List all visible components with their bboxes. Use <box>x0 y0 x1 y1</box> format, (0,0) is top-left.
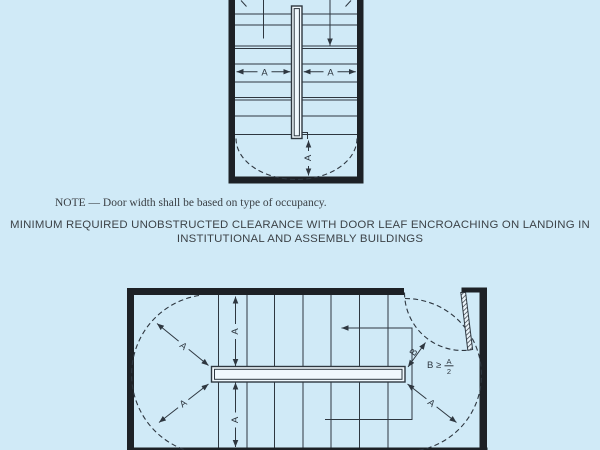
dim-label-a: A <box>177 397 190 411</box>
stair-diagram-top <box>226 0 366 186</box>
dimension-lower-flight-width <box>230 383 241 448</box>
rule-lhs: B ≥ <box>427 360 442 371</box>
caption-line-1: MINIMUM REQUIRED UNOBSTRUCTED CLEARANCE WITH DOOR LEAF ENCROACHING ON LANDING IN <box>10 219 590 231</box>
caption-line-2: INSTITUTIONAL AND ASSEMBLY BUILDINGS <box>176 232 424 245</box>
dim-label-a: A <box>230 328 242 335</box>
note-text: NOTE — Door width shall be based on type of occupancy. <box>55 197 327 209</box>
centre-rail <box>212 367 406 383</box>
centre-rail <box>292 6 308 139</box>
rule-denominator: 2 <box>446 367 452 376</box>
dim-label-b: B <box>407 346 421 359</box>
dimension-flight-width-right <box>304 66 356 79</box>
stair-diagram-bottom <box>118 286 496 450</box>
dimension-door-clearance-b <box>408 343 426 368</box>
dimension-landing-depth <box>303 141 314 176</box>
clearance-arc-right <box>405 299 482 450</box>
dim-label-a: A <box>425 397 437 410</box>
door-swing-arc <box>236 139 357 180</box>
clearance-rule-annotation <box>427 357 454 376</box>
dimension-upper-flight-width <box>230 297 241 367</box>
dimension-clearance-upper-left <box>157 324 209 366</box>
dim-label-a: A <box>177 340 189 353</box>
rule-numerator: A <box>446 357 452 366</box>
dim-label-a: A <box>261 67 268 79</box>
clearance-arc-left <box>132 296 212 450</box>
dim-label-a: A <box>303 154 315 162</box>
dimension-clearance-lower-left <box>159 384 209 423</box>
dimension-clearance-lower-right <box>408 384 457 423</box>
dimension-flight-width-left <box>237 66 291 79</box>
dim-label-a: A <box>230 416 242 424</box>
figure-caption <box>10 219 590 246</box>
dim-label-a: A <box>327 67 334 79</box>
door-leaf <box>461 293 473 351</box>
